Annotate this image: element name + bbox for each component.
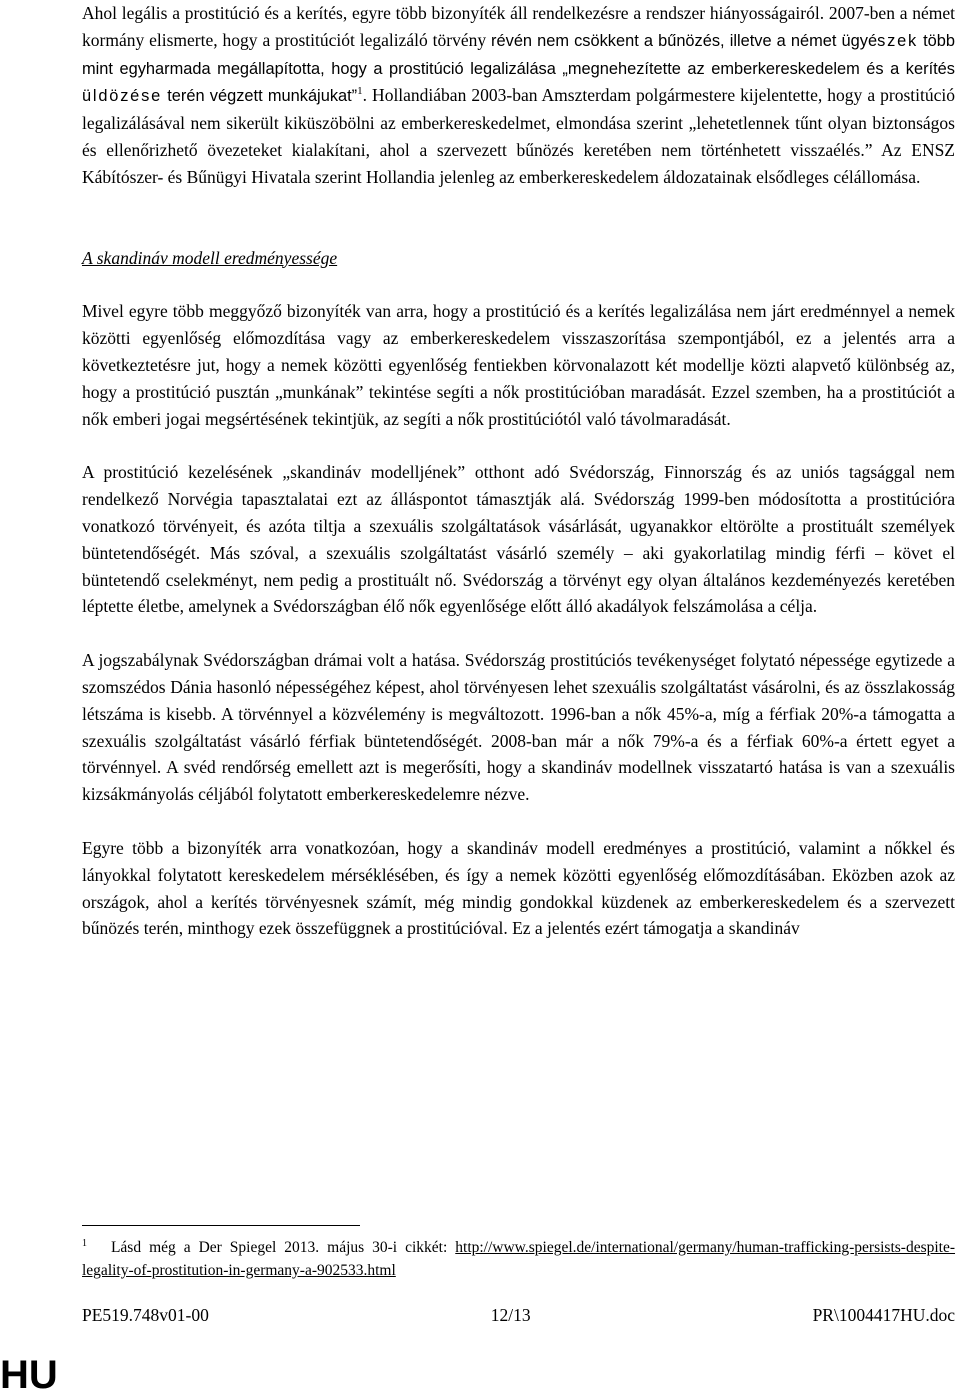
- footnote-reference[interactable]: 1: [357, 85, 363, 98]
- paragraph-nordic-model: A prostitúció kezelésének „skandináv modelljének” otthont adó Svédország, Finnország és az uniós tagsággal nem rendelkező Norvégia tapasztalatai ezt az álláspontot támasztják alá. Svédország 1999-ben módosította a prostitúcióra vonatkozó törvényeit, és azóta tiltja a szexuális szolgáltatások vásárlását, ugyanakkor eltörölte a prostituált személyek büntetendőségét. Más szóval, a szexuális szolgáltatást vásárló személy – aki gyakorlatilag mindig férfi – követ el büntetendő cselekményt, nem pedig a prostituált nő. Svédország a törvényt egy olyan általános kezdeményezés keretében léptette életbe, amelynek a Svédországban élő nők egyenlősége előtt álló akadályok felszámolása a célja.: [82, 462, 955, 617]
- footnote-separator: [82, 1225, 360, 1226]
- paragraph-conclusion: Mivel egyre több meggyőző bizonyíték van arra, hogy a prostitúció és a kerítés legalizálása nem járt eredménnyel a nemek közötti egyenlőség előmozdítása vagy az emberkereskedelem visszaszorítása szempontjából, ez a jelentés arra a következtetésre jut, hogy a nemek közötti egyenlőség fentiekben körvonalazott két modellje közti alapvető különbség az, hogy a prostitúció pusztán „munkának” tekintése segíti a nők prostitúcióban maradását. Ezzel szemben, ha a prostitúciót a nők emberi jogai megsértésének tekintjük, az segíti a nők prostitúciótól való távolmaradását.: [82, 301, 955, 429]
- section-heading: A skandináv modell eredményessége: [82, 247, 338, 268]
- footnote-link[interactable]: http://www.spiegel.de/international/germany/human-trafficking-persists-despite-legality-of-prostitution-in-germany-a-902533.html: [82, 1239, 956, 1279]
- paragraph-legalization-evidence: Ahol legális a prostitúció és a kerítés, egyre több bizonyíték áll rendelkezésre a rendszer hiányosságairól. 2007-ben a német kormány elismerte, hogy a prostitúciót legalizáló törvény révén nem csökkent a bűnözés, illetve a német ügyészek több mint egyharmada megállapította, hogy a prostitúció legalizálása „megnehezítette az emberkereskedelem és a kerítés üldözése terén végzett munkájukat”$^1$. Hollandiában 2003-ban Amszterdam polgármestere kijelentette, hogy a prostitúció legalizálásával nem sikerült kiküszöbölni az emberkereskedelmet, elmondása szerint „lehetetlennek tűnt olyan biztonságos és ellenőrizhető övezeteket kialakítani, ahol a szervezett bűnözés keretében nem történhetett visszaélés.” Az ENSZ Kábítószer- és Bűnügyi Hivatala szerint Hollandia jelenleg az emberkereskedelem áldozatainak elsődleges célállomása.: [82, 3, 955, 187]
- paragraph-swedish-impact: A jogszabálynak Svédországban drámai volt a hatása. Svédország prostitúciós tevékenységet folytató népessége egytizede a szomszédos Dánia hasonló népességéhez képest, ahol törvényesen lehet szexuális szolgáltatást vásárolni, és az összlakosság létszáma is kisebb. A törvénnyel a közvélemény is megváltozott. 1996-ban a nők 45%-a, míg a férfiak 20%-a támogatta a szexuális szolgáltatást vásárló férfiak büntetendőségét. 2008-ban már a nők 79%-a és a férfiak 60%-a értett egyet a törvénnyel. A svéd rendőrség emellett azt is megerősíti, hogy a skandináv modellnek visszatartó hatása is van a szexuális kizsákmányolás céljából folytatott emberkereskedelemre nézve.: [82, 650, 955, 805]
- footnote-number: 1: [82, 1237, 87, 1249]
- file-name: PR\1004417HU.doc: [812, 1305, 955, 1325]
- page-footer: [82, 1303, 955, 1327]
- paragraph-growing-evidence: Egyre több a bizonyíték arra vonatkozóan, hogy a skandináv modell eredményes a prostitúció, valamint a nőkkel és lányokkal folytatott kereskedelem mérséklésében, és így a nemek közötti egyenlőség előmozdításában. Eközben azok az országok, ahol a kerítés törvényesnek számít, még mindig gondokkal küzdenek az emberkereskedelem és a szervezett bűnözés terén, minthogy ezek összefüggnek a prostitúcióval. Ez a jelentés ezért támogatja a skandináv: [82, 837, 955, 939]
- footnote-text: Lásd még a Der Spiegel 2013. május 30-i cikkét:: [110, 1239, 456, 1256]
- document-body: [82, 0, 955, 942]
- page-number: 12/13: [490, 1305, 531, 1325]
- document-reference: PE519.748v01-00: [82, 1305, 209, 1325]
- footnote: [82, 1236, 955, 1282]
- language-code: HU: [0, 1353, 58, 1397]
